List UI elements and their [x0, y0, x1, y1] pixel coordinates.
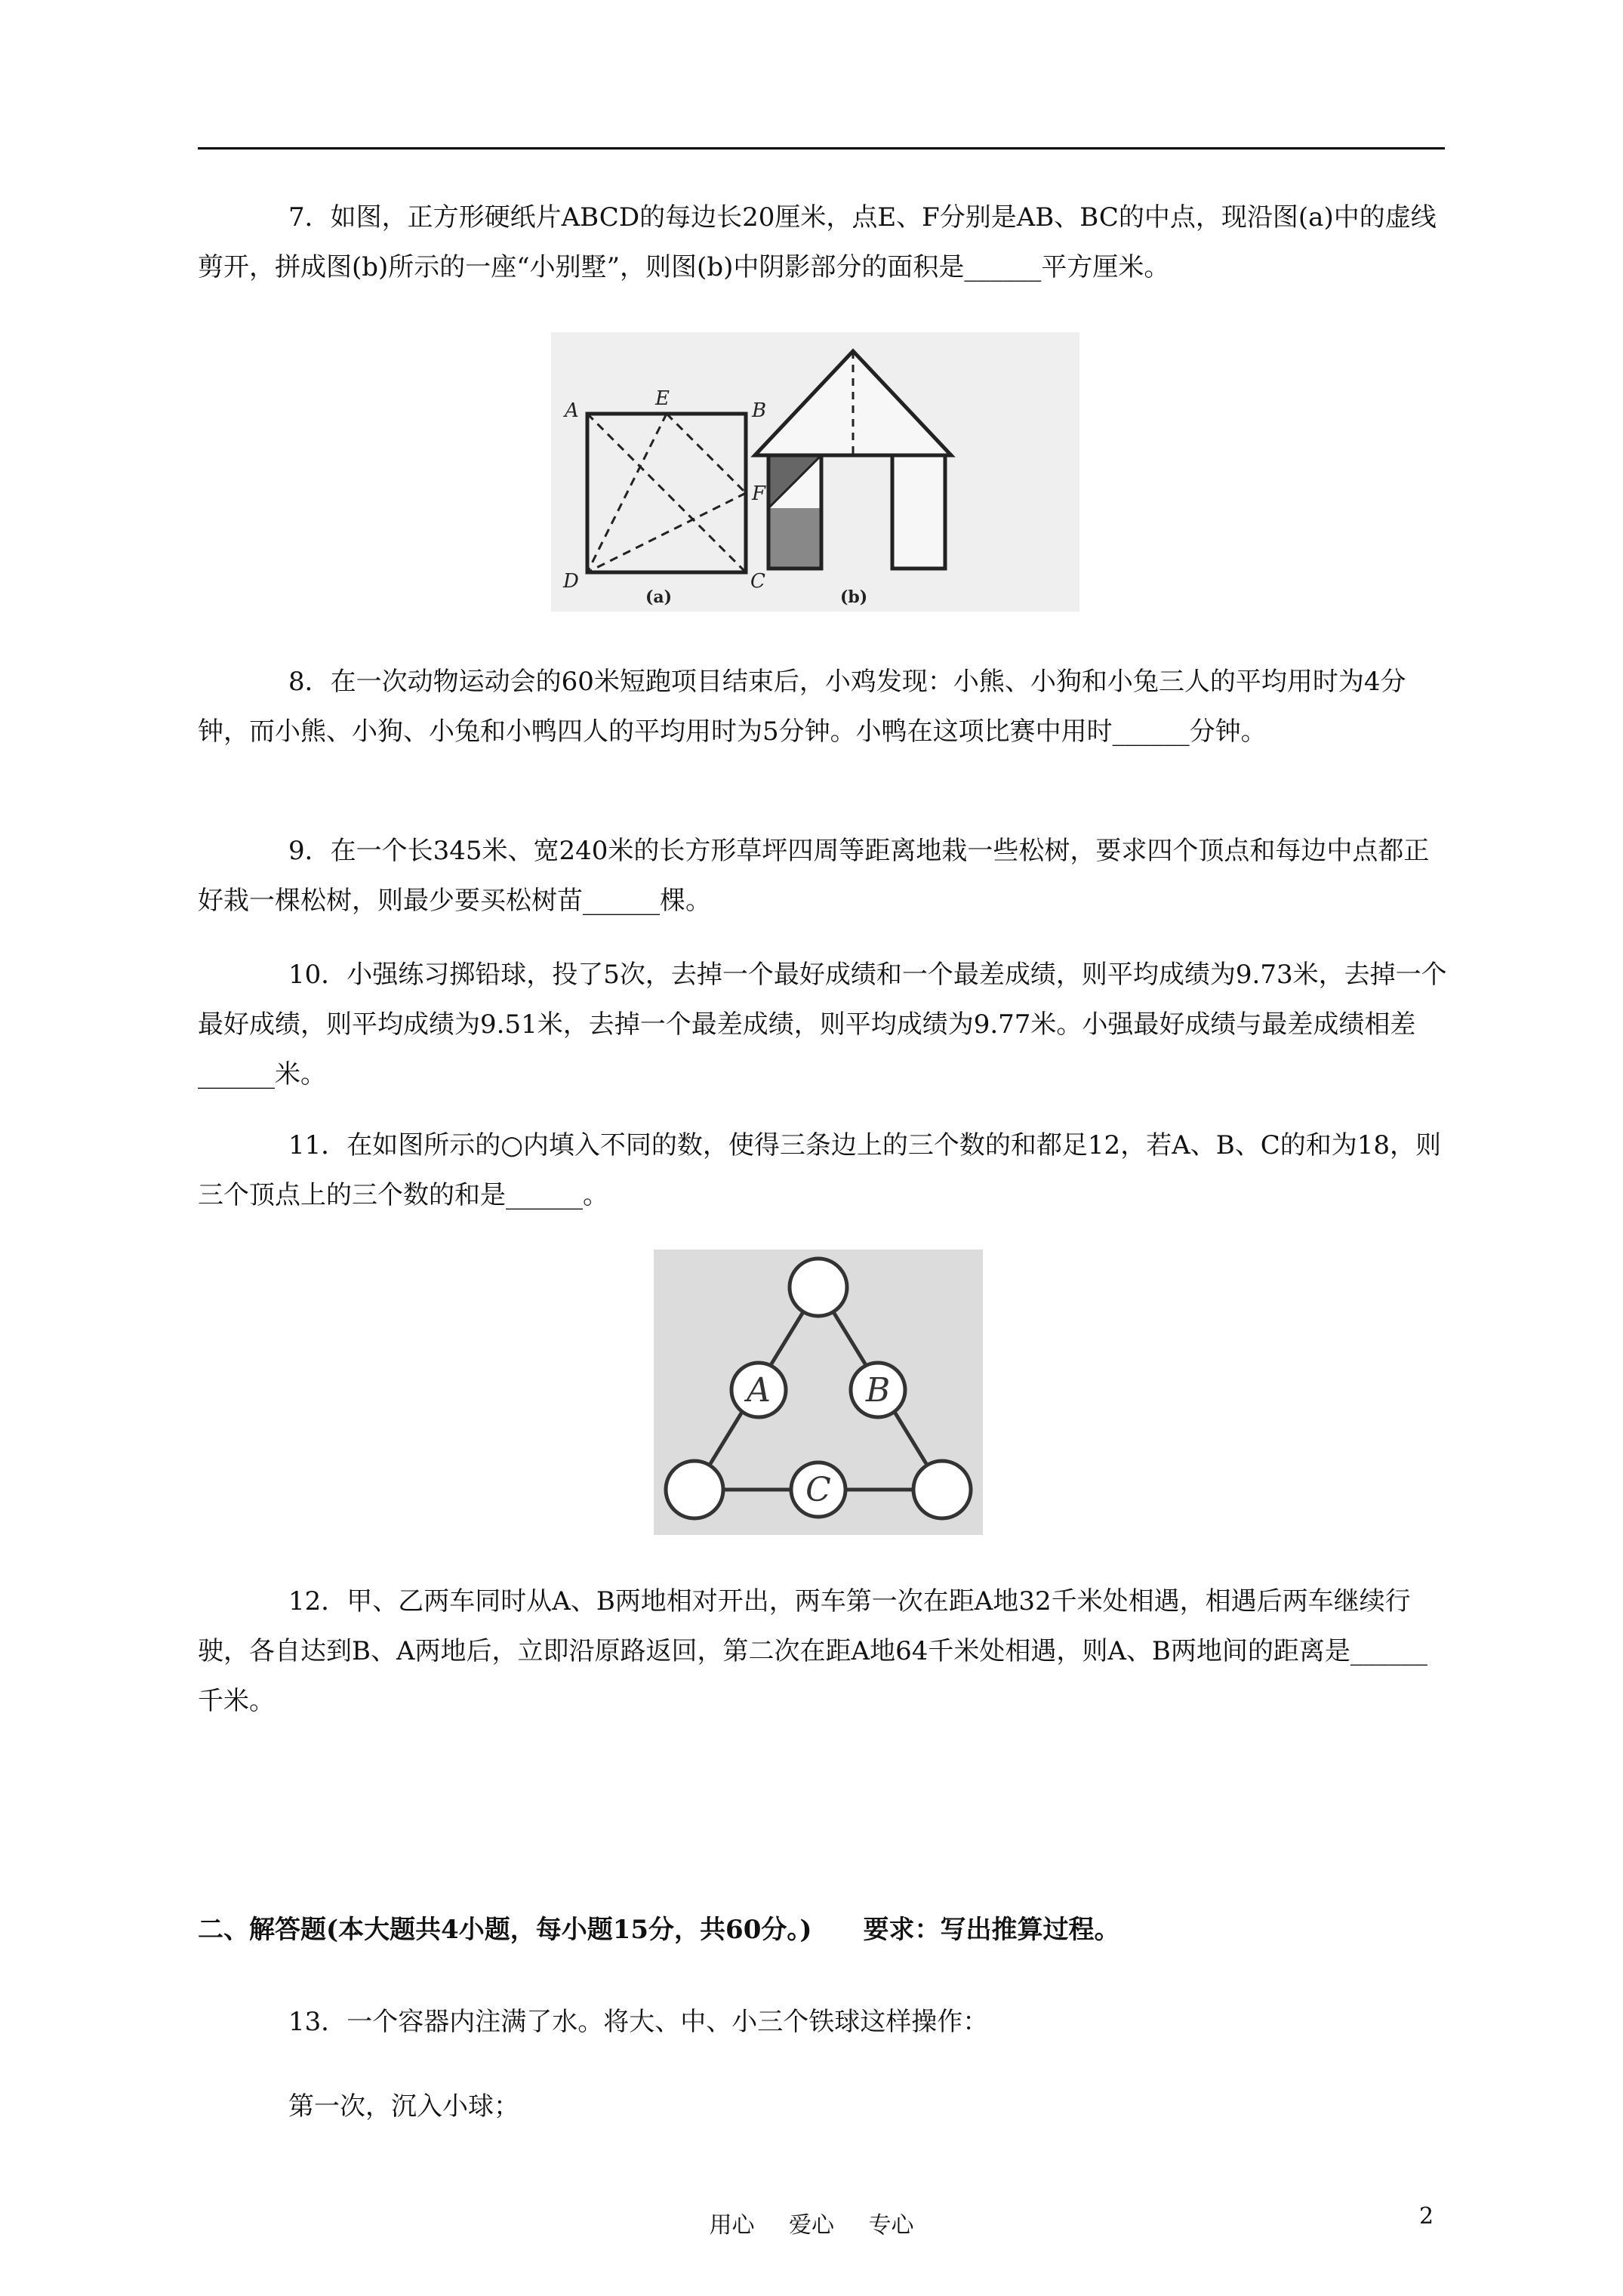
footer-word-3: 专心 — [868, 2212, 914, 2239]
question-12: 12．甲、乙两车同时从A、B两地相对开出，两车第一次在距A地32千米处相遇，相遇后两车继续行驶，各自达到B、A两地后，立即沿原路返回，第二次在距A地64千米处相遇，则A、B两地间的距离是______千米。 — [198, 1586, 1427, 1716]
question-10: 10．小强练习掷铅球，投了5次，去掉一个最好成绩和一个最差成绩，则平均成绩为9.73米，去掉一个最好成绩，则平均成绩为9.51米，去掉一个最差成绩，则平均成绩为9.77米。小强最好成绩与最差成绩相差______米。 — [198, 960, 1447, 1089]
label-d: D — [563, 570, 579, 593]
node-label-c: C — [805, 1471, 831, 1509]
circle-bottom-left — [666, 1461, 723, 1518]
label-a: A — [565, 399, 579, 422]
node-label-b: B — [865, 1371, 891, 1410]
question-7: 7．如图，正方形硬纸片ABCD的每边长20厘米，点E、F分别是AB、BC的中点，现沿图(a)中的虚线剪开，拼成图(b)所示的一座“小别墅”，则图(b)中阴影部分的面积是______平方厘米。 — [198, 202, 1437, 282]
label-e: E — [655, 387, 670, 410]
figure-q11 — [654, 1250, 983, 1535]
figure-q7 — [551, 332, 1079, 612]
circle-top — [790, 1259, 847, 1316]
label-c: C — [750, 570, 765, 593]
footer-word-1: 用心 — [709, 2212, 755, 2239]
circle-bottom-right — [913, 1461, 971, 1518]
label-b: B — [752, 399, 767, 422]
section-2-heading: 二、解答题(本大题共4小题，每小题15分，共60分。) 要求：写出推算过程。 — [198, 1915, 1120, 1945]
label-f: F — [752, 482, 766, 505]
question-8: 8．在一次动物运动会的60米短跑项目结束后，小鸡发现：小熊、小狗和小兔三人的平均用时为4分钟，而小熊、小狗、小兔和小鸭四人的平均用时为5分钟。小鸭在这项比赛中用时______分钟。 — [198, 667, 1406, 747]
page-footer — [0, 2206, 1623, 2239]
header-rule — [198, 147, 1445, 149]
footer-word-2: 爱心 — [789, 2212, 834, 2239]
question-9: 9．在一个长345米、宽240米的长方形草坪四周等距离地栽一些松树，要求四个顶点和每边中点都正好栽一棵松树，则最少要买松树苗______棵。 — [198, 836, 1430, 916]
question-13: 13．一个容器内注满了水。将大、中、小三个铁球这样操作： — [288, 2007, 989, 2037]
caption-b: (b) — [840, 587, 868, 607]
node-label-a: A — [747, 1371, 771, 1410]
question-11: 11．在如图所示的○内填入不同的数，使得三条边上的三个数的和都足12，若A、B、C的和为18，则三个顶点上的三个数的和是______。 — [198, 1130, 1442, 1210]
page-number: 2 — [1419, 2203, 1434, 2230]
question-13-step-1: 第一次，沉入小球； — [288, 2091, 519, 2122]
caption-a: (a) — [645, 587, 673, 607]
